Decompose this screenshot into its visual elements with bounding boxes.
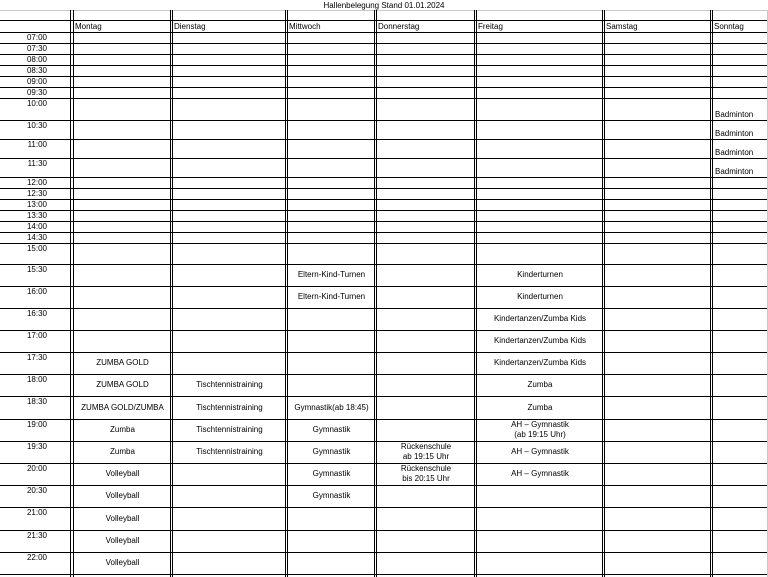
entry-label: Rückenschule [400, 442, 452, 451]
grid-line [0, 232, 768, 233]
schedule-entry [713, 98, 767, 120]
entry-label: Gymnastik [312, 447, 351, 456]
entry-label: Badminton [715, 129, 754, 138]
time-label: 16:00 [26, 287, 47, 296]
grid-line [0, 76, 768, 77]
schedule-entry [74, 441, 171, 463]
grid-line [712, 10, 713, 577]
schedule-entry [477, 374, 603, 396]
grid-line [0, 308, 768, 309]
grid-line [172, 10, 173, 577]
entry-label: Rückenschule [400, 464, 452, 473]
schedule-entry [173, 396, 286, 419]
time-label: 11:00 [27, 140, 47, 149]
entry-label: AH – Gymnastik [511, 447, 569, 456]
time-label: 17:00 [26, 331, 47, 340]
entry-label: Zumba [527, 402, 553, 412]
schedule-entry [288, 441, 375, 463]
time-label: 21:00 [26, 508, 47, 517]
time-label: 18:30 [26, 397, 47, 406]
grid-line [0, 139, 768, 140]
entry-label: Kindertanzen/Zumba Kids [493, 336, 587, 345]
schedule-entry [477, 419, 603, 441]
entry-label: Volleyball [105, 469, 140, 478]
grid-line [0, 243, 768, 244]
time-label: 15:00 [26, 244, 47, 253]
time-label: 13:30 [26, 211, 47, 220]
schedule-entry [173, 374, 286, 396]
schedule-entry [74, 507, 171, 530]
entry-label: Kinderturnen [517, 270, 563, 279]
grid-line [0, 87, 768, 88]
entry-label: Eltern-Kind-Turnen [297, 292, 366, 301]
grid-line [0, 158, 768, 159]
schedule-entry [477, 308, 603, 330]
schedule-entry [173, 419, 286, 441]
entry-label: Kindertanzen/Zumba Kids [493, 314, 587, 323]
time-label: 17:30 [26, 353, 47, 362]
schedule-entry [477, 441, 603, 463]
time-label: 13:00 [26, 200, 47, 209]
entry-sublabel: ab 19:15 Uhr [402, 452, 450, 461]
schedule-entry [477, 396, 603, 419]
day-header-freitag: Freitag [478, 22, 503, 31]
grid-line [0, 98, 768, 99]
grid-line [0, 32, 768, 33]
entry-label: Zumba [527, 380, 553, 389]
entry-label: Volleyball [105, 536, 140, 545]
grid-line [0, 10, 768, 11]
entry-label: Gymnastik [312, 425, 351, 434]
schedule-entry [74, 530, 171, 552]
day-header-donnerstag: Donnerstag [378, 22, 420, 31]
entry-label: Tischtennistraining [196, 380, 263, 389]
entry-label: Kindertanzen/Zumba Kids [493, 358, 587, 367]
time-label: 20:00 [26, 464, 47, 473]
time-label: 07:30 [26, 44, 47, 53]
grid-line [0, 574, 768, 575]
schedule-entry [74, 552, 171, 574]
grid-line [0, 264, 768, 265]
time-label: 10:30 [26, 121, 47, 130]
entry-label: Badminton [715, 110, 754, 119]
time-label: 19:00 [26, 420, 47, 429]
grid-line [0, 54, 768, 55]
schedule-entry [74, 374, 171, 396]
entry-label: Gymnastik [312, 469, 351, 478]
time-label: 21:30 [26, 531, 47, 540]
schedule-entry [477, 264, 603, 286]
time-label: 08:30 [26, 66, 47, 75]
grid-line [70, 10, 71, 577]
time-label: 10:00 [26, 99, 47, 108]
entry-label: ZUMBA GOLD [96, 380, 149, 389]
schedule-entry [713, 158, 767, 177]
schedule-entry [713, 139, 767, 158]
time-label: 11:30 [27, 159, 47, 168]
time-label: 18:00 [26, 375, 47, 384]
schedule-entry [288, 396, 375, 419]
grid-line [710, 10, 711, 577]
entry-label: Gymnastik [312, 491, 351, 500]
grid-line [0, 221, 768, 222]
entry-label: AH – Gymnastik [511, 469, 569, 478]
entry-label: Tischtennistraining [196, 447, 263, 456]
grid-line [0, 43, 768, 44]
schedule-entry [477, 463, 603, 485]
time-label: 09:00 [26, 77, 47, 86]
entry-label: ZUMBA GOLD/ZUMBA [81, 402, 164, 412]
grid-line [0, 188, 768, 189]
page-title: Hallenbelegung Stand 01.01.2024 [323, 1, 445, 10]
schedule-entry [74, 485, 171, 507]
entry-label: Zumba [110, 425, 135, 434]
grid-line [0, 330, 768, 331]
schedule-entry [477, 286, 603, 308]
entry-label: Eltern-Kind-Turnen [297, 270, 366, 279]
schedule-entry [74, 352, 171, 374]
entry-label: Tischtennistraining [196, 402, 263, 412]
day-header-samstag: Samstag [606, 22, 638, 31]
time-label: 16:30 [26, 309, 47, 318]
schedule-entry [377, 441, 475, 463]
schedule-grid [0, 10, 768, 577]
time-label: 20:30 [26, 486, 47, 495]
time-label: 14:30 [26, 233, 47, 242]
grid-line [0, 177, 768, 178]
entry-label: Volleyball [105, 513, 140, 523]
time-label: 22:00 [26, 553, 47, 562]
schedule-entry [377, 463, 475, 485]
entry-sublabel: (ab 19:15 Uhr) [514, 430, 566, 439]
grid-line [604, 10, 605, 577]
time-label: 19:30 [26, 442, 47, 451]
day-header-montag: Montag [75, 22, 102, 31]
schedule-entry [173, 441, 286, 463]
day-header-sonntag: Sonntag [714, 22, 744, 31]
entry-label: Kinderturnen [517, 292, 563, 301]
time-label: 15:30 [26, 265, 47, 274]
schedule-entry [288, 264, 375, 286]
schedule-entry [288, 419, 375, 441]
entry-label: Badminton [715, 167, 754, 176]
grid-line [0, 65, 768, 66]
grid-line [0, 286, 768, 287]
schedule-entry [477, 330, 603, 352]
day-header-mittwoch: Mittwoch [289, 22, 321, 31]
schedule-entry [288, 463, 375, 485]
grid-line [0, 199, 768, 200]
schedule-entry [74, 396, 171, 419]
time-label: 12:00 [26, 178, 47, 187]
entry-label: Volleyball [105, 491, 140, 500]
schedule-entry [74, 419, 171, 441]
time-label: 12:30 [26, 189, 47, 198]
entry-label: Badminton [715, 148, 754, 157]
schedule-entry [713, 120, 767, 139]
entry-label: Zumba [110, 447, 135, 456]
schedule-entry [477, 352, 603, 374]
time-label: 07:00 [26, 33, 47, 42]
schedule-entry [288, 286, 375, 308]
day-header-dienstag: Dienstag [174, 22, 206, 31]
entry-label: ZUMBA GOLD [96, 358, 149, 367]
time-label: 09:30 [26, 88, 47, 97]
time-label: 08:00 [26, 55, 47, 64]
grid-line [376, 10, 377, 577]
entry-sublabel: bis 20:15 Uhr [402, 474, 450, 483]
grid-line [0, 210, 768, 211]
grid-line [0, 120, 768, 121]
time-label: 14:00 [26, 222, 47, 231]
schedule-entry [74, 463, 171, 485]
entry-label: Volleyball [105, 558, 140, 567]
entry-label: Gymnastik(ab 18:45) [294, 402, 369, 412]
entry-label: AH – Gymnastik [511, 420, 569, 429]
grid-line [474, 10, 475, 577]
entry-label: Tischtennistraining [196, 425, 263, 434]
schedule-entry [288, 485, 375, 507]
grid-line [285, 10, 286, 577]
